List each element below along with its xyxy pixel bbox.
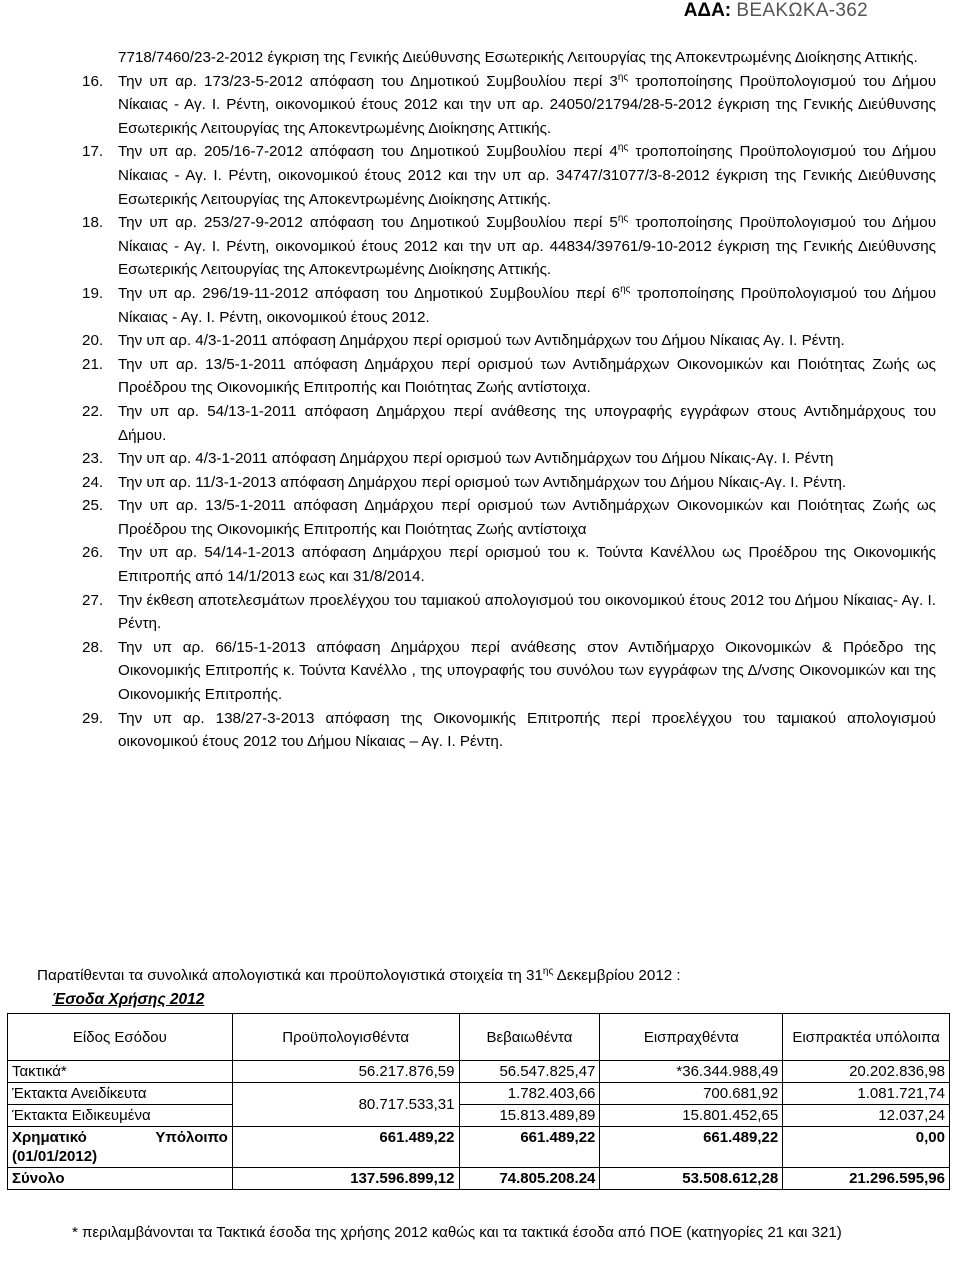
item-number: 29. xyxy=(82,709,104,727)
budget-cell: 56.217.876,59 xyxy=(232,1061,459,1083)
certified-cell: 56.547.825,47 xyxy=(459,1061,600,1083)
certified-cell: 1.782.403,66 xyxy=(459,1083,600,1105)
table-footnote: * περιλαμβάνονται τα Τακτικά έσοδα της χρήσης 2012 καθώς και τα τακτικά έσοδα από ΠΟΕ (κατηγορίες 21 και 321) xyxy=(72,1224,842,1241)
item-text: Την υπ αρ. 54/14-1-2013 απόφαση Δημάρχου περί ορισμού του κ. Τούντα Κανέλλου ως Προέδρου της Οικονομικής Επιτροπής από 14/1/2013 εως και 31/8/2014. xyxy=(118,544,936,586)
list-item xyxy=(82,282,936,329)
budget-cell: 661.489,22 xyxy=(232,1127,459,1168)
list-item xyxy=(82,494,936,541)
row-label: Έκτακτα Ανειδίκευτα xyxy=(8,1083,233,1105)
row-label: Σύνολο xyxy=(8,1168,233,1190)
list-item xyxy=(82,447,936,471)
budget-cell: 137.596.899,12 xyxy=(232,1168,459,1190)
column-header: Εισπρακτέα υπόλοιπα xyxy=(783,1014,950,1061)
item-number: 20. xyxy=(82,332,104,350)
row-label: Χρηματικό Υπόλοιπο (01/01/2012) xyxy=(8,1127,233,1168)
item-number: 28. xyxy=(82,638,104,656)
collected-cell: 661.489,22 xyxy=(600,1127,783,1168)
item-number: 17. xyxy=(82,143,104,161)
list-item xyxy=(82,636,936,707)
item-number: 26. xyxy=(82,544,104,562)
table-row xyxy=(8,1127,950,1168)
item-text: Την υπ αρ. 4/3-1-2011 απόφαση Δημάρχου περί ορισμού των Αντιδημάρχων του Δήμου Νίκαιας Αγ. Ι. Ρέντη. xyxy=(118,332,845,350)
revenue-table xyxy=(7,1013,950,1190)
item-text: Την υπ αρ. 54/13-1-2011 απόφαση Δημάρχου περί ανάθεσης της υπογραφής εγγράφων στους Αντιδημάρχους του Δήμου. xyxy=(118,402,936,444)
ada-header xyxy=(684,0,868,22)
item-number: 22. xyxy=(82,402,104,420)
item-text: Την υπ αρ. 4/3-1-2011 απόφαση Δημάρχου περί ορισμού των Αντιδημάρχων του Δήμου Νίκαις-Αγ. Ι. Ρέντη xyxy=(118,450,834,468)
list-item xyxy=(82,329,936,353)
list-item xyxy=(82,541,936,588)
list-item xyxy=(82,400,936,447)
item-number: 27. xyxy=(82,591,104,609)
list-item xyxy=(82,140,936,211)
table-total-row xyxy=(8,1168,950,1190)
receivable-cell: 20.202.836,98 xyxy=(783,1061,950,1083)
collected-cell: 53.508.612,28 xyxy=(600,1168,783,1190)
item-number: 21. xyxy=(82,355,104,373)
receivable-cell: 0,00 xyxy=(783,1127,950,1168)
item-text: Την υπ αρ. 13/5-1-2011 απόφαση Δημάρχου περί ορισμού των Αντιδημάρχων Οικονομικών και Ποιότητας Ζωής ως Προέδρου της Οικονομικής Επιτροπής και Ποιότητας Ζωής αντίστοιχα xyxy=(118,497,936,538)
list-item xyxy=(82,211,936,282)
item-text: Την υπ αρ. 296/19-11-2012 απόφαση του Δημοτικού Συμβουλίου περί $6^{\eta\varsigma}$ τροποποίησης Προϋπολογισμού του Δήμου Νίκαιας - Αγ. Ι. Ρέντη, οικονομικού έτους 2012. xyxy=(118,283,936,326)
section-title: Έσοδα Χρήσης 2012 xyxy=(52,991,205,1008)
column-header: Βεβαιωθέντα xyxy=(459,1014,600,1061)
item-text: 7718/7460/23-2-2012 έγκριση της Γενικής Διεύθυνσης Εσωτερικής Λειτουργίας της Αποκεντρωμένης Διοίκησης Αττικής. xyxy=(118,49,918,66)
item-text: Την υπ αρ. 11/3-1-2013 απόφαση Δημάρχου περί ορισμού των Αντιδημάρχων του Δήμου Νίκαις-Αγ. Ι. Ρέντη. xyxy=(118,473,847,491)
budget-cell: 80.717.533,31 xyxy=(232,1083,459,1127)
list-item xyxy=(82,589,936,636)
item-text: Την έκθεση αποτελεσμάτων προελέγχου του ταμιακού απολογισμού του οικονομικού έτους 2012 του Δήμου Νίκαιας- Αγ. Ι. Ρέντη. xyxy=(118,591,936,633)
item-number: 19. xyxy=(82,284,104,302)
list-item xyxy=(82,471,936,495)
row-label: Έκτακτα Ειδικευμένα xyxy=(8,1105,233,1127)
certified-cell: 661.489,22 xyxy=(459,1127,600,1168)
certified-cell: 74.805.208.24 xyxy=(459,1168,600,1190)
item-number: 16. xyxy=(82,72,104,90)
receivable-cell: 21.296.595,96 xyxy=(783,1168,950,1190)
item-number: 23. xyxy=(82,450,104,468)
collected-cell: *36.344.988,49 xyxy=(600,1061,783,1083)
table-row xyxy=(8,1083,950,1105)
column-header: Είδος Εσόδου xyxy=(8,1014,233,1061)
item-number: 24. xyxy=(82,473,104,491)
column-header: Προϋπολογισθέντα xyxy=(232,1014,459,1061)
list-item xyxy=(82,707,936,754)
item-text: Την υπ αρ. 205/16-7-2012 απόφαση του Δημοτικού Συμβουλίου περί $4^{\eta\varsigma}$ τροποποίησης Προϋπολογισμού του Δήμου Νίκαιας - Αγ. Ι. Ρέντη, οικονομικού έτους 2012 και την υπ αρ. 34747/31077/3-8-2012 έγκριση της Γενικής Διεύθυνσης Εσωτερικής Λειτουργίας της Αποκεντρωμένης Διοίκησης Αττικής. xyxy=(118,142,936,208)
collected-cell: 700.681,92 xyxy=(600,1083,783,1105)
row-label: Τακτικά* xyxy=(8,1061,233,1083)
decisions-list xyxy=(82,46,936,754)
column-header: Εισπραχθέντα xyxy=(600,1014,783,1061)
receivable-cell: 12.037,24 xyxy=(783,1105,950,1127)
table-header-row xyxy=(8,1014,950,1061)
receivable-cell: 1.081.721,74 xyxy=(783,1083,950,1105)
item-number: 25. xyxy=(82,497,104,515)
item-text: Την υπ αρ. 253/27-9-2012 απόφαση του Δημοτικού Συμβουλίου περί $5^{\eta\varsigma}$ τροποποίησης Προϋπολογισμού του Δήμου Νίκαιας - Αγ. Ι. Ρέντη, οικονομικού έτους 2012 και την υπ αρ. 44834/39761/9-10-2012 έγκριση της Γενικής Διεύθυνσης Εσωτερικής Λειτουργίας της Αποκεντρωμένης Διοίκησης Αττικής. xyxy=(118,213,936,279)
item-text: Την υπ αρ. 13/5-1-2011 απόφαση Δημάρχου περί ορισμού των Αντιδημάρχων Οικονομικών και Ποιότητας Ζωής ως Προέδρου της Οικονομικής Επιτροπής και Ποιότητας Ζωής αντίστοιχα. xyxy=(118,355,936,397)
ada-code: ΒΕΑΚΩΚΑ-362 xyxy=(736,0,868,21)
item-number: 18. xyxy=(82,214,104,232)
certified-cell: 15.813.489,89 xyxy=(459,1105,600,1127)
list-item xyxy=(82,353,936,400)
table-row xyxy=(8,1105,950,1127)
item-text: Την υπ αρ. 138/27-3-2013 απόφαση της Οικονομικής Επιτροπής περί προελέγχου του ταμιακού απολογισμού οικονομικού έτους 2012 του Δήμου Νίκαιας – Αγ. Ι. Ρέντη. xyxy=(118,709,936,751)
ada-label: ΑΔΑ: xyxy=(683,0,732,21)
list-item xyxy=(82,70,936,141)
item-text: Την υπ αρ. 66/15-1-2013 απόφαση Δημάρχου περί ανάθεσης στον Αντιδήμαρχο Οικονομικών & Πρόεδρο της Οικονομικής Επιτροπής κ. Τούντα Κανέλλο , της υπογραφής του συνόλου των εγγράφων της Δ/νσης Οικονομικών και της Οικονομικής Επιτροπής. xyxy=(118,638,936,704)
item-text: Την υπ αρ. 173/23-5-2012 απόφαση του Δημοτικού Συμβουλίου περί $3^{\eta\varsigma}$ τροποποίησης Προϋπολογισμού του Δήμου Νίκαιας - Αγ. Ι. Ρέντη, οικονομικού έτους 2012 και την υπ αρ. 24050/21794/28-5-2012 έγκριση της Γενικής Διεύθυνσης Εσωτερικής Λειτουργίας της Αποκεντρωμένης Διοίκησης Αττικής. xyxy=(118,71,936,137)
summary-intro: Παρατίθενται τα συνολικά απολογιστικά και προϋπολογιστικά στοιχεία τη $31^{\eta\varsigma}$ Δεκεμβρίου 2012 : xyxy=(37,965,681,984)
collected-cell: 15.801.452,65 xyxy=(600,1105,783,1127)
list-item xyxy=(82,46,936,70)
table-row xyxy=(8,1061,950,1083)
